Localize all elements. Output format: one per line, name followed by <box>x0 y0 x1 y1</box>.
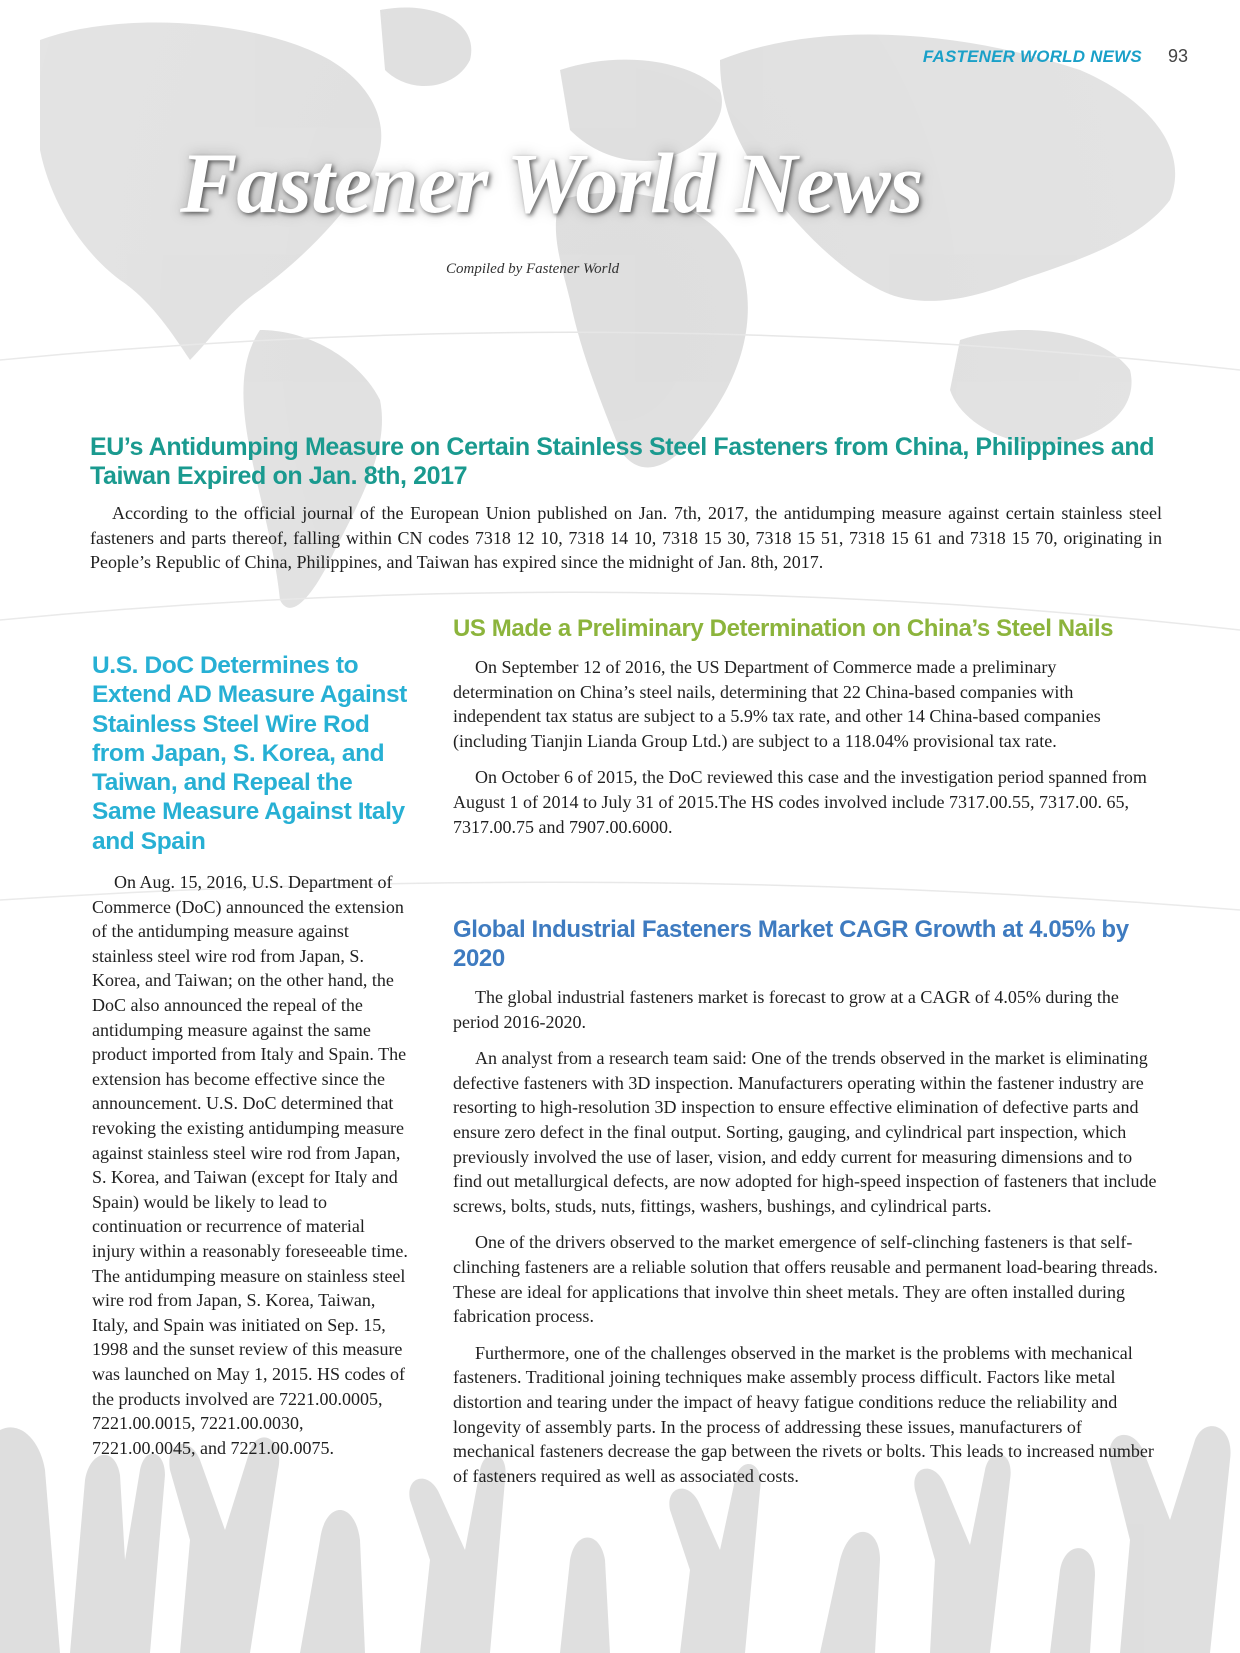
article-paragraph: The global industrial fasteners market is forecast to grow at a CAGR of 4.05% during the period 2016-2020. <box>453 987 1119 1032</box>
article-paragraph: On Aug. 15, 2016, U.S. Department of Commerce (DoC) announced the extension of the antidumping measure against stainless steel wire rod from Japan, S. Korea, and Taiwan; on the other hand, the DoC also announced the repeal of the antidumping measure against the same product imported from Italy and Spain. The extension has become effective since the announcement. U.S. DoC determined that revoking the existing antidumping measure against stainless steel wire rod from Japan, S. Korea, and Taiwan (except for Italy and Spain) would be likely to lead to continuation or recurrence of material injury within a reasonably foreseeable time. The antidumping measure on stainless steel wire rod from Japan, S. Korea, Taiwan, Italy, and Spain was initiated on Sep. 15, 1998 and the sunset review of this measure was launched on May 1, 2015. HS codes of the products involved are 7221.00.0005, 7221.00.0015, 7221.00.0030, 7221.00.0045, and 7221.00.0075. <box>92 872 408 1458</box>
article-headline: EU’s Antidumping Measure on Certain Stainless Steel Fasteners from China, Philippines and Taiwan Expired on Jan. 8th, 2017 <box>90 433 1155 490</box>
article-paragraph: On September 12 of 2016, the US Department of Commerce made a preliminary determination on China’s steel nails, determining that 22 China-based companies with independent tax status are subject to a 5.9% tax rate, and other 14 China-based companies (including Tianjin Lianda Group Ltd.) are subject to a 118.04% provisional tax rate. <box>453 657 1101 751</box>
article-headline: U.S. DoC Determines to Extend AD Measure Against Stainless Steel Wire Rod from Japan, S. Korea, and Taiwan, and Repeal the Same Measure Against Italy and Spain <box>92 652 407 855</box>
article-steel-nails <box>453 614 1160 839</box>
article-headline: Global Industrial Fasteners Market CAGR Growth at 4.05% by 2020 <box>453 916 1129 972</box>
article-global-fasteners-market <box>453 915 1160 1488</box>
masthead-title: Fastener World News <box>180 135 923 231</box>
compiled-by-credit: Compiled by Fastener World <box>446 261 620 277</box>
page-number: 93 <box>1167 46 1188 66</box>
article-headline: US Made a Preliminary Determination on China’s Steel Nails <box>453 615 1114 642</box>
article-eu-antidumping <box>90 433 1162 575</box>
running-header <box>923 46 1188 67</box>
article-paragraph: According to the official journal of the European Union published on Jan. 7th, 2017, the antidumping measure against certain stainless steel fasteners and parts thereof, falling within CN codes 7318 12 10, 7318 14 10, 7318 15 30, 7318 15 51, 7318 15 61 and 7318 15 70, originating in People’s Republic of China, Philippines, and Taiwan has expired since the midnight of Jan. 8th, 2017. <box>90 503 1162 573</box>
article-paragraph: An analyst from a research team said: One of the trends observed in the market is eliminating defective fasteners with 3D inspection. Manufacturers operating within the fastener industry are resorting to high-resolution 3D inspection to ensure effective elimination of defective parts and ensure zero defect in the final output. Sorting, gauging, and cylindrical part inspection, which previously involved the use of laser, vision, and eddy current for measuring dimensions and to find out metallurgical defects, are now adopted for high-speed inspection of fasteners that include screws, bolts, studs, nuts, fittings, washers, bushings, and cylindrical parts. <box>453 1048 1157 1216</box>
article-us-doc-wire-rod <box>92 651 410 1460</box>
article-paragraph: On October 6 of 2015, the DoC reviewed this case and the investigation period spanned from August 1 of 2014 to July 31 of 2015.The HS codes involved include 7317.00.55, 7317.00. 65, 7317.00.75 and 7907.00.6000. <box>453 767 1147 837</box>
article-paragraph: Furthermore, one of the challenges observed in the market is the problems with mechanical fasteners. Traditional joining techniques make assembly process difficult. Factors like metal distortion and tearing under the impact of heavy fatigue conditions reduce the reliability and longevity of assembly parts. In the process of addressing these issues, manufacturers of mechanical fasteners decrease the gap between the rivets or bolts. This leads to increased number of fasteners required as well as associated costs. <box>453 1342 1154 1486</box>
article-paragraph: One of the drivers observed to the market emergence of self-clinching fasteners is that self-clinching fasteners are a reliable solution that offers reusable and permanent load-bearing threads. These are ideal for applications that involve thin sheet metals. They are often installed during fabrication process. <box>453 1232 1158 1327</box>
section-title: FASTENER WORLD NEWS <box>922 47 1142 66</box>
